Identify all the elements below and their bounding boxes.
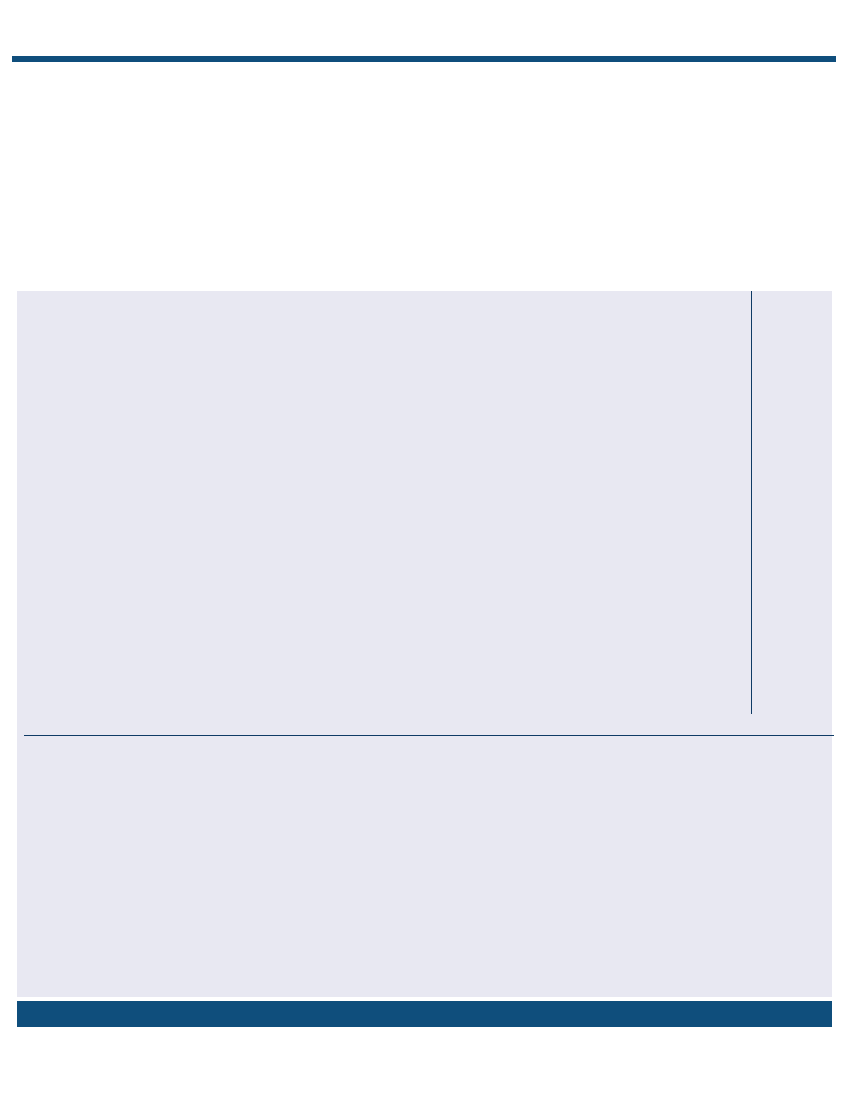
delivery-settings-banner <box>17 1001 832 1027</box>
recommendation-divider <box>751 291 752 714</box>
proposal-1-row <box>17 292 834 314</box>
nominees-label-row <box>17 315 834 337</box>
voting-items-panel <box>17 291 832 997</box>
header-rule <box>12 56 836 62</box>
note-row <box>24 714 834 736</box>
